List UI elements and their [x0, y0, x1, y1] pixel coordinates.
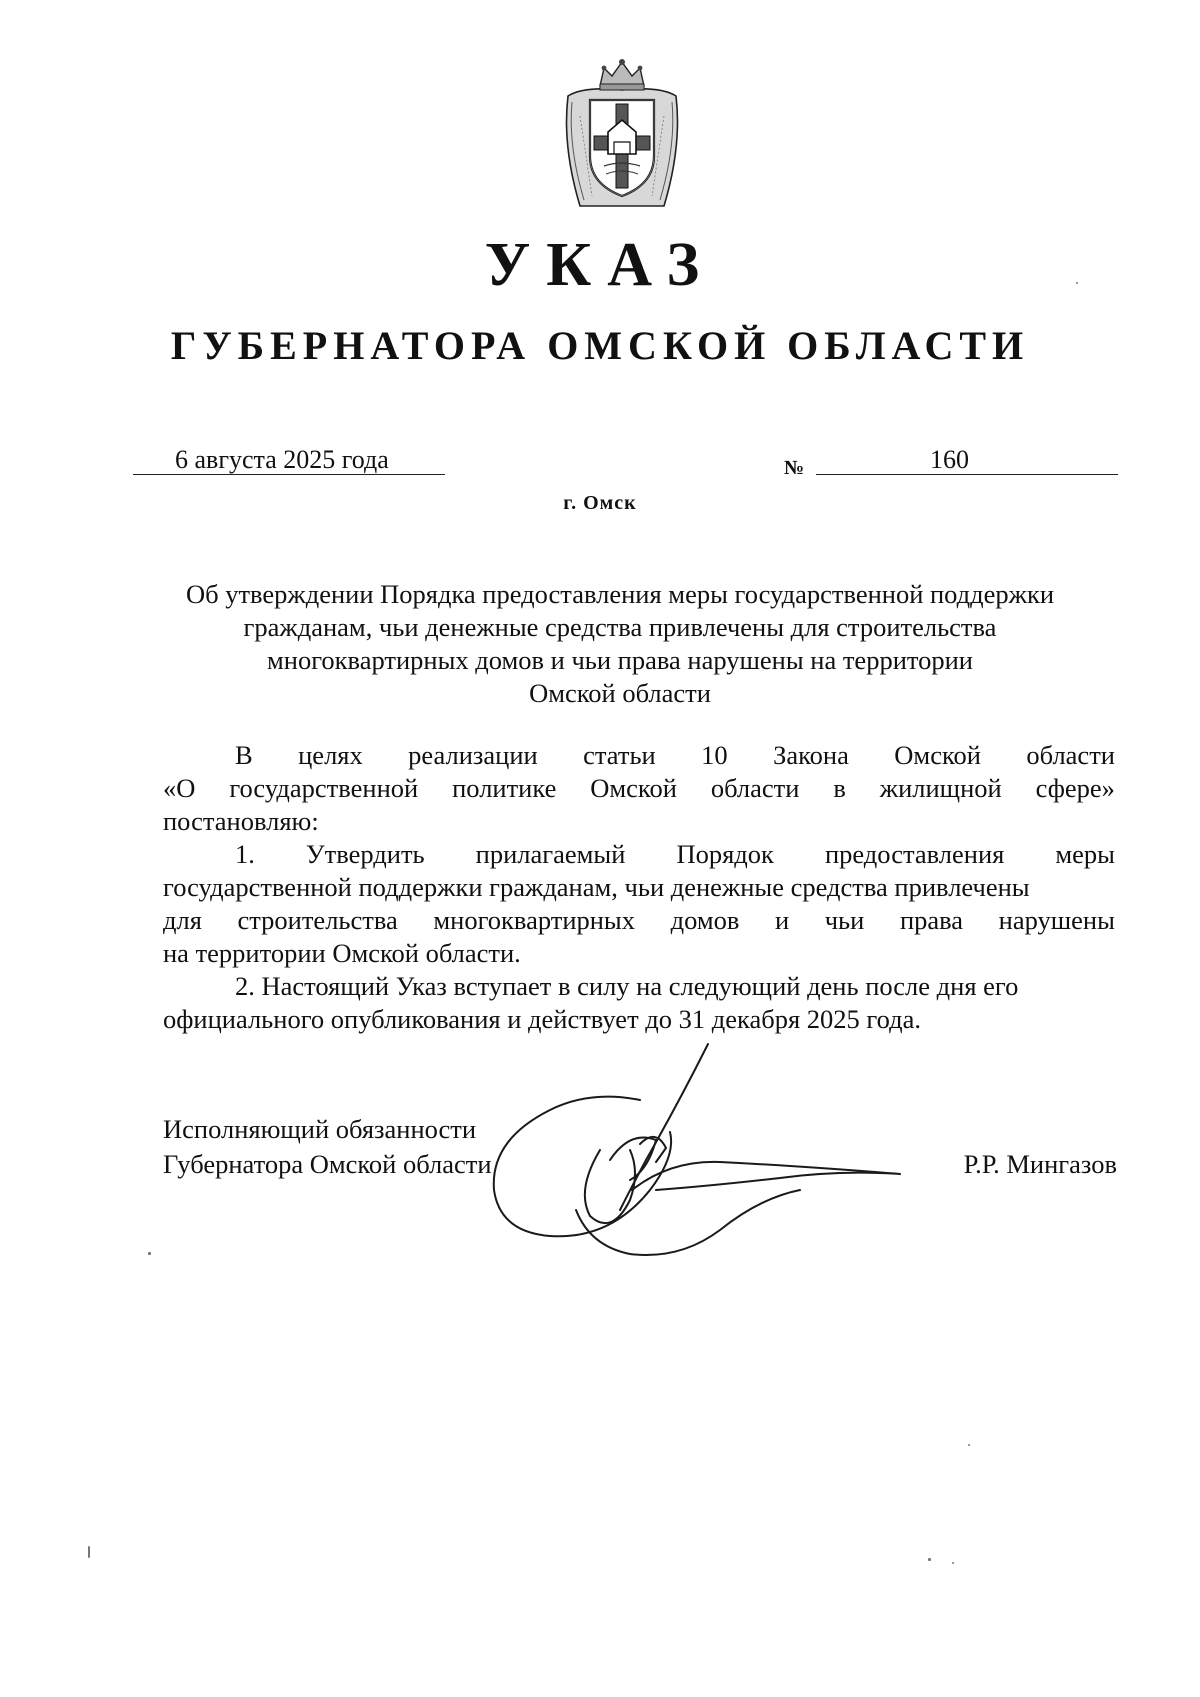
word: 1.	[235, 839, 255, 869]
word: области	[710, 773, 800, 803]
word: области	[1026, 740, 1115, 770]
word: Утвердить	[305, 839, 425, 869]
item-1-line	[163, 838, 1115, 871]
word: сфере»	[1035, 773, 1115, 803]
word: нарушены	[998, 905, 1115, 935]
decree-title: УКАЗ	[484, 231, 716, 299]
word: строительства	[237, 905, 398, 935]
handwritten-signature-icon	[480, 1040, 960, 1270]
subject-line: Об утверждении Порядка предоставления меры государственной поддержки	[185, 579, 1055, 609]
word: для	[163, 905, 202, 935]
word: Порядок	[676, 839, 774, 869]
word: Омской	[590, 773, 677, 803]
signatory-name: Р.Р. Мингазов	[963, 1149, 1117, 1179]
decree-subject	[160, 578, 1080, 710]
word: жилищной	[879, 773, 1002, 803]
decree-body	[163, 739, 1115, 1036]
scan-speck	[968, 1444, 970, 1446]
word: чьи	[824, 905, 865, 935]
scan-speck	[1076, 282, 1078, 284]
subject-line: гражданам, чьи денежные средства привлечены для строительства	[243, 612, 997, 642]
item-1-line	[163, 904, 1115, 937]
scan-speck	[928, 1558, 931, 1561]
preamble-line: постановляю:	[163, 806, 319, 836]
word: в	[833, 773, 846, 803]
subject-line: Омской области	[529, 678, 711, 708]
word: предоставления	[824, 839, 1005, 869]
word: статьи	[583, 740, 656, 770]
item-2-line: официального опубликования и действует до 31 декабря 2025 года.	[163, 1004, 921, 1034]
word: В	[235, 740, 253, 770]
word: реализации	[408, 740, 538, 770]
word: домов	[670, 905, 740, 935]
position-line: Губернатора Омской области	[163, 1149, 492, 1179]
scan-speck	[88, 1546, 90, 1558]
subject-line: многоквартирных домов и чьи права нарушены на территории	[267, 645, 973, 675]
date-field	[133, 446, 445, 475]
word: 10	[701, 740, 728, 770]
decree-number: 160	[930, 445, 969, 474]
scan-speck	[952, 1562, 954, 1564]
word: Омской	[894, 740, 981, 770]
item-2-line: 2. Настоящий Указ вступает в силу на следующий день после дня его	[235, 971, 1019, 1001]
word: государственной	[229, 773, 419, 803]
city: г. Омск	[563, 492, 637, 514]
word: многоквартирных	[433, 905, 635, 935]
word: и	[774, 905, 790, 935]
item-1-line: государственной поддержки гражданам, чьи денежные средства привлечены	[163, 872, 1030, 902]
item-1-line: на территории Омской области.	[163, 938, 521, 968]
coat-of-arms-icon	[560, 56, 684, 216]
word: «О	[163, 773, 196, 803]
word: права	[899, 905, 964, 935]
decree-date: 6 августа 2025 года	[175, 445, 389, 474]
preamble-line	[163, 739, 1115, 772]
word: прилагаемый	[475, 839, 626, 869]
number-field	[816, 446, 1118, 475]
decree-subtitle: ГУБЕРНАТОРА ОМСКОЙ ОБЛАСТИ	[170, 323, 1030, 368]
word: целях	[298, 740, 363, 770]
scan-speck	[148, 1252, 151, 1255]
word: политике	[452, 773, 557, 803]
signatory-position	[163, 1112, 492, 1182]
number-sign: №	[784, 457, 805, 479]
word: Закона	[773, 740, 849, 770]
preamble-line	[163, 772, 1115, 805]
word: меры	[1055, 839, 1115, 869]
position-line: Исполняющий обязанности	[163, 1114, 477, 1144]
